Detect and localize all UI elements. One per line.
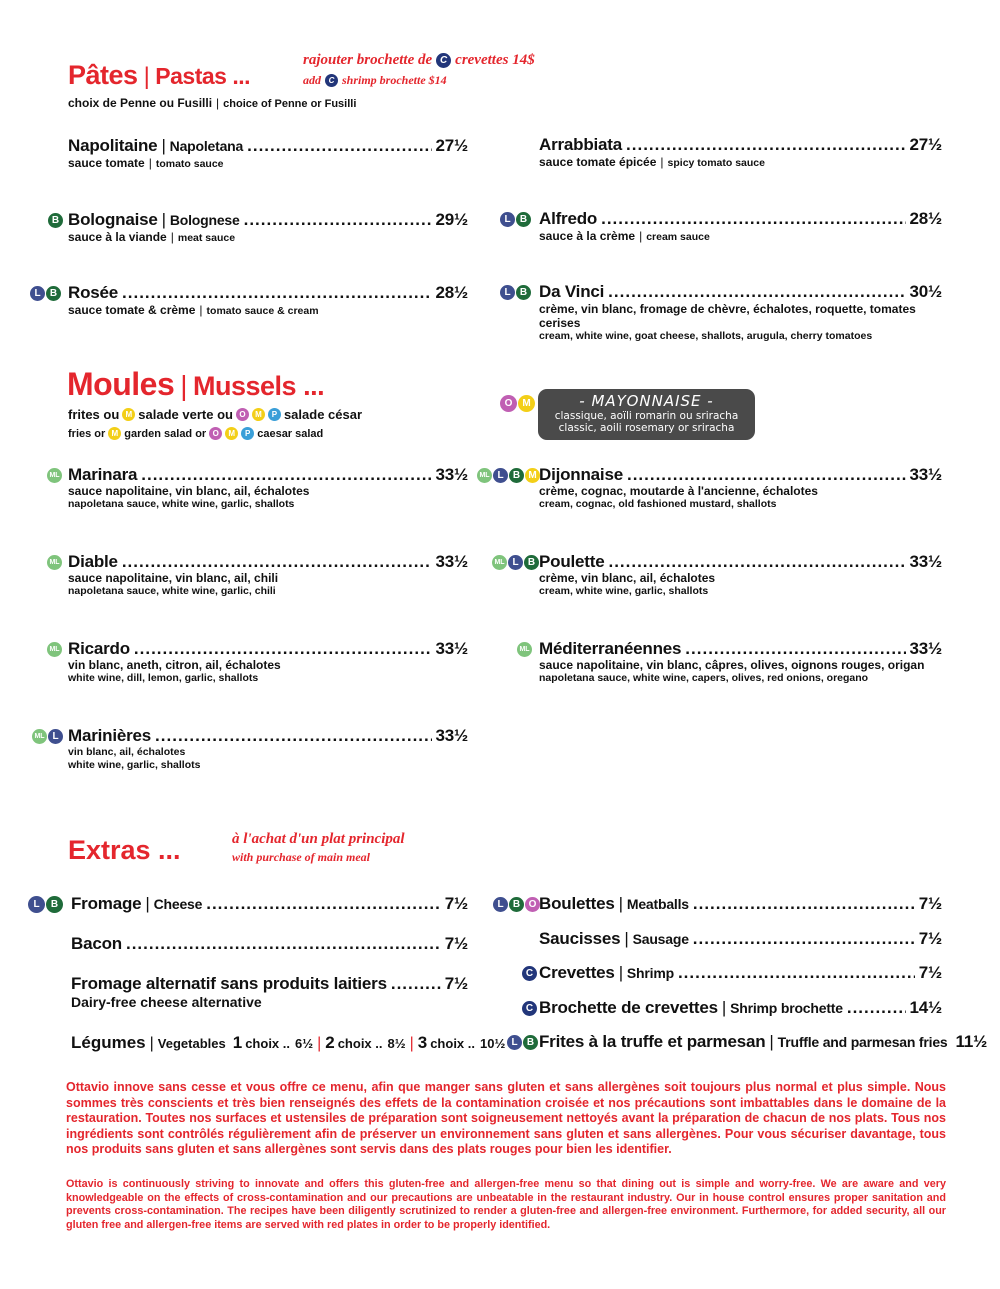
item-name: Méditerranéennes — [539, 639, 682, 658]
item-name: Saucisses — [539, 929, 621, 948]
item-price: 33½ — [435, 726, 468, 745]
item-price: 30½ — [909, 282, 942, 301]
item-price: 28½ — [435, 283, 468, 302]
allergen-badges — [493, 897, 540, 912]
menu-item — [539, 282, 942, 343]
item-price: 28½ — [909, 209, 942, 228]
item-price: 33½ — [909, 465, 942, 484]
allergen-badges — [47, 555, 62, 570]
badge-ml: ML — [32, 729, 47, 744]
item-price: 7½ — [918, 929, 942, 948]
item-name-en: Vegetables — [157, 1036, 226, 1051]
badge-b: B — [509, 468, 524, 483]
veg-price: 8½ — [387, 1036, 406, 1051]
badge-l: L — [30, 286, 45, 301]
badge-ml: ML — [477, 468, 492, 483]
item-desc-en: cream, cognac, old fashioned mustard, shallots — [539, 498, 777, 510]
item-desc-fr: sauce napolitaine, vin blanc, câpres, olives, oignons rouges, origan — [539, 658, 925, 672]
pastas-title-fr: Pâtes — [68, 60, 138, 90]
item-name: Bolognaise — [68, 210, 158, 229]
badge-m: M — [252, 408, 265, 421]
item-desc-fr: sauce tomate — [68, 156, 145, 170]
mayonnaise-box — [538, 389, 755, 440]
item-name: Rosée — [68, 283, 119, 302]
item-desc-en: napoletana sauce, white wine, garlic, shallots — [68, 498, 295, 510]
badge-l: L — [28, 896, 45, 913]
item-desc-en: cream, white wine, goat cheese, shallots, arugula, cherry tomatoes — [539, 330, 873, 342]
pastas-title: Pâtes | Pastas ... — [68, 60, 251, 90]
item-name-en: Napoletana — [169, 138, 244, 154]
note-text-end: crevettes 14$ — [455, 52, 535, 68]
mussels-title-en: Mussels ... — [193, 371, 325, 401]
extra-item — [71, 974, 468, 1010]
item-price: 14½ — [909, 998, 942, 1017]
item-name: Napolitaine — [68, 136, 158, 155]
item-price: 33½ — [435, 465, 468, 484]
item-desc-en: tomato sauce & cream — [206, 305, 319, 317]
badge-l: L — [493, 897, 508, 912]
extra-item: Boulettes | Meatballs ..... 7½ — [539, 894, 942, 914]
side-text: frites ou — [68, 407, 120, 422]
menu-item: Napolitaine | Napoletana ..... 27½ sauce tomate | tomato sauce — [68, 136, 468, 171]
allergen-badges — [47, 642, 62, 657]
item-desc-en: white wine, dill, lemon, garlic, shallots — [68, 672, 259, 684]
veg-choice: choix .. — [245, 1036, 290, 1051]
badge-o: O — [209, 427, 222, 440]
veg-price: 10½ — [480, 1036, 506, 1051]
menu-item — [68, 639, 468, 685]
item-price: 27½ — [909, 135, 942, 154]
item-name: Frites à la truffe et parmesan — [539, 1032, 766, 1051]
badge-ml: ML — [47, 468, 62, 483]
item-name-en: Cheese — [153, 896, 203, 912]
item-desc-en: Dairy-free cheese alternative — [71, 994, 262, 1010]
veg-choice: choix .. — [430, 1036, 475, 1051]
side-text: fries or — [68, 427, 106, 440]
badge-b: B — [48, 213, 63, 228]
pastas-addon-note-fr — [303, 52, 535, 69]
extra-item — [71, 934, 468, 954]
menu-item — [539, 552, 942, 598]
menu-item: Bolognaise | Bolognese ..... 29½ sauce à la viande | meat sauce — [68, 210, 468, 245]
badge-o: O — [500, 395, 517, 412]
extras-note-en: with purchase of main meal — [232, 850, 371, 864]
item-price: 27½ — [435, 136, 468, 155]
badge-ml: ML — [47, 555, 62, 570]
item-desc-fr: vin blanc, ail, échalotes — [68, 746, 186, 758]
extra-item: Frites à la truffe et parmesan | Truffle and parmesan fries 11½ — [539, 1032, 988, 1051]
item-name: Fromage — [71, 894, 142, 913]
badge-l: L — [507, 1035, 522, 1050]
allergen-badges — [30, 286, 61, 301]
item-name: Bacon — [71, 934, 122, 953]
allergen-badges — [522, 966, 537, 981]
item-desc-fr: crème, vin blanc, fromage de chèvre, échalotes, roquette, tomates cerises — [539, 302, 916, 330]
item-desc-fr: sauce à la crème — [539, 229, 636, 243]
menu-item — [68, 726, 468, 772]
item-name: Diable — [68, 552, 118, 571]
note-text: rajouter brochette de — [303, 52, 433, 68]
badge-ml: ML — [492, 555, 507, 570]
allergen-badges — [28, 896, 63, 913]
footer-note-fr: Ottavio innove sans cesse et vous offre ce menu, afin que manger sans gluten et sans allergènes soit toujours plus normal et plus simple. Nous sommes très conscients et très bien renseignés des effets de la contamination croisée et nos précautions sont imbattables dans le domaine de la restauration. Toutes nos surfaces et ustensiles de préparation sont soigneusement nettoyés avant la préparation de chacun de nos plats. Tous nos ingrédients sont contrôlés régulièrement afin de préserver un environnement sans gluten et sans allergènes. Pour vous sécuriser davantage, tous nos produits sans gluten et sans allergènes sont servis dans des plats rouges pour bien les identifier. — [66, 1080, 946, 1156]
badge-o: O — [236, 408, 249, 421]
item-name-en: Shrimp brochette — [730, 1000, 843, 1016]
extras-note-fr: à l'achat d'un plat principal — [232, 831, 405, 847]
item-price: 11½ — [955, 1032, 988, 1051]
badge-b: B — [523, 1035, 538, 1050]
allergen-badges — [47, 468, 62, 483]
badge-b: B — [509, 897, 524, 912]
allergen-badges — [500, 395, 535, 412]
item-price: 7½ — [918, 963, 942, 982]
menu-item — [68, 465, 468, 511]
item-desc-fr: sauce tomate & crème — [68, 303, 196, 317]
badge-ml: ML — [517, 642, 532, 657]
badge-ml: ML — [47, 642, 62, 657]
badge-l: L — [500, 212, 515, 227]
badge-l: L — [48, 729, 63, 744]
note-text: add — [303, 73, 321, 87]
item-desc-fr: vin blanc, aneth, citron, ail, échalotes — [68, 658, 281, 672]
badge-m: M — [525, 468, 540, 483]
menu-item — [539, 465, 942, 511]
item-price: 33½ — [909, 639, 942, 658]
extra-item: Saucisses | Sausage ..... 7½ — [539, 929, 942, 949]
item-name: Dijonnaise — [539, 465, 623, 484]
menu-item — [68, 552, 468, 598]
item-desc-en: napoletana sauce, white wine, capers, olives, red onions, oregano — [539, 672, 869, 684]
extra-item-vegetables: Légumes | Vegetables 1 choix .. 6½ | 2 choix .. 8½ | 3 choix .. 10½ — [71, 1033, 506, 1052]
badge-m: M — [518, 395, 535, 412]
mayo-en: classic, aoili rosemary or sriracha — [558, 422, 735, 434]
badge-o: O — [525, 897, 540, 912]
extra-item: Brochette de crevettes | Shrimp brochette ..... 14½ — [539, 998, 942, 1018]
side-text: salade verte ou — [138, 407, 233, 422]
badge-b: B — [516, 212, 531, 227]
item-desc-en: tomato sauce — [155, 158, 224, 170]
pastas-title-en: Pastas ... — [155, 63, 251, 89]
extra-item: Fromage | Cheese ..... 7½ — [71, 894, 468, 914]
side-text: caesar salad — [257, 427, 324, 440]
footer-note-en: Ottavio is continuously striving to innovate and offers this gluten-free and allergen-free menu so that dining out is simple and worry-free. We are aware and very knowledgeable on the effects of cross-contamination and our precautions are unbeatable in the restaurant industry. Our in house control ensures proper sanitation and prevents cross-contamination. The recipes have been diligently scrutinized to render a gluten-free and allergen-free environment. Furthermore, for added security, all our gluten free and allergen-free items are served with red plates in order to be properly identified. — [66, 1178, 946, 1231]
allergen-badges — [492, 555, 539, 570]
item-name: Ricardo — [68, 639, 130, 658]
item-desc-en: cream, white wine, garlic, shallots — [539, 585, 709, 597]
item-price: 33½ — [435, 639, 468, 658]
allergen-badges — [517, 642, 532, 657]
veg-count: 1 — [232, 1033, 243, 1052]
extras-title: Extras ... — [68, 835, 181, 865]
item-name-en: Sausage — [632, 931, 689, 947]
menu-item — [539, 639, 942, 685]
crustacean-badge: C — [325, 74, 338, 87]
item-price: 7½ — [444, 894, 468, 913]
item-name-en: Truffle and parmesan fries — [777, 1034, 948, 1050]
item-name: Poulette — [539, 552, 605, 571]
badge-p: P — [268, 408, 281, 421]
veg-choice: choix .. — [337, 1036, 383, 1051]
menu-item: Rosée ..... 28½ sauce tomate & crème | tomato sauce & cream — [68, 283, 468, 318]
mayo-fr: classique, aoïli romarin ou sriracha — [554, 410, 739, 422]
badge-l: L — [508, 555, 523, 570]
item-desc-fr: sauce tomate épicée — [539, 155, 657, 169]
allergen-badges — [500, 212, 531, 227]
item-desc-en: white wine, garlic, shallots — [68, 759, 201, 771]
item-name-en: Meatballs — [626, 896, 689, 912]
mussels-title-fr: Moules — [67, 366, 175, 402]
allergen-badges — [522, 1001, 537, 1016]
badge-l: L — [493, 468, 508, 483]
choice-en: choice of Penne or Fusilli — [223, 98, 357, 110]
item-desc-fr: sauce napolitaine, vin blanc, ail, chili — [68, 571, 279, 585]
menu-item: Alfredo ..... 28½ sauce à la crème | cream sauce — [539, 209, 942, 244]
item-desc-fr: crème, vin blanc, ail, échalotes — [539, 571, 716, 585]
item-name-en: Bolognese — [169, 212, 240, 228]
item-name: Légumes — [71, 1033, 146, 1052]
item-desc-fr: sauce napolitaine, vin blanc, ail, échalotes — [68, 484, 310, 498]
badge-b: B — [46, 286, 61, 301]
badge-b: B — [524, 555, 539, 570]
extra-item: Crevettes | Shrimp ..... 7½ — [539, 963, 942, 983]
allergen-badges — [32, 729, 63, 744]
item-price: 7½ — [444, 934, 468, 953]
veg-price: 6½ — [295, 1036, 314, 1051]
mussels-title: Moules | Mussels ... — [67, 366, 325, 402]
veg-count: 3 — [417, 1033, 428, 1052]
allergen-badges — [48, 213, 63, 228]
item-price: 7½ — [444, 974, 468, 993]
item-name: Fromage alternatif sans produits laitiers — [71, 974, 387, 993]
allergen-badges — [507, 1035, 538, 1050]
item-desc-en: napoletana sauce, white wine, garlic, chili — [68, 585, 276, 597]
item-name-en: Shrimp — [626, 965, 674, 981]
item-name: Da Vinci — [539, 282, 605, 301]
veg-count: 2 — [325, 1033, 335, 1052]
item-desc-en: meat sauce — [177, 232, 236, 244]
item-name: Crevettes — [539, 963, 615, 982]
item-desc-fr: crème, cognac, moutarde à l'ancienne, échalotes — [539, 484, 818, 498]
item-price: 7½ — [918, 894, 942, 913]
mussels-sides-en — [68, 427, 323, 440]
item-price: 33½ — [909, 552, 942, 571]
choice-fr: choix de Penne ou Fusilli — [68, 96, 213, 110]
badge-m: M — [122, 408, 135, 421]
badge-l: L — [500, 285, 515, 300]
mayo-title: - MAYONNAISE - — [579, 392, 714, 410]
item-price: 29½ — [435, 210, 468, 229]
item-name: Marinières — [68, 726, 152, 745]
item-desc-en: cream sauce — [646, 231, 710, 243]
allergen-badges — [500, 285, 531, 300]
badge-c: C — [522, 966, 537, 981]
item-name: Arrabbiata — [539, 135, 623, 154]
badge-m: M — [108, 427, 121, 440]
item-name: Marinara — [68, 465, 138, 484]
item-desc-en: spicy tomato sauce — [667, 157, 765, 169]
item-desc-fr: sauce à la viande — [68, 230, 167, 244]
side-text: salade césar — [283, 407, 363, 422]
badge-b: B — [516, 285, 531, 300]
pastas-addon-note-en — [303, 73, 447, 88]
item-price: 33½ — [435, 552, 468, 571]
item-name: Boulettes — [539, 894, 615, 913]
allergen-badges — [477, 468, 540, 483]
badge-c: C — [522, 1001, 537, 1016]
menu-item: Arrabbiata ..... 27½ sauce tomate épicée | spicy tomato sauce — [539, 135, 942, 170]
badge-b: B — [46, 896, 63, 913]
note-text-end: shrimp brochette $14 — [342, 73, 447, 87]
crustacean-badge: C — [436, 53, 451, 68]
item-name: Alfredo — [539, 209, 598, 228]
pastas-choice: choix de Penne ou Fusilli | choice of Penne or Fusilli — [68, 96, 357, 110]
badge-m: M — [225, 427, 238, 440]
badge-p: P — [241, 427, 254, 440]
side-text: garden salad or — [124, 427, 207, 440]
mussels-sides-fr — [68, 407, 362, 422]
item-name: Brochette de crevettes — [539, 998, 718, 1017]
